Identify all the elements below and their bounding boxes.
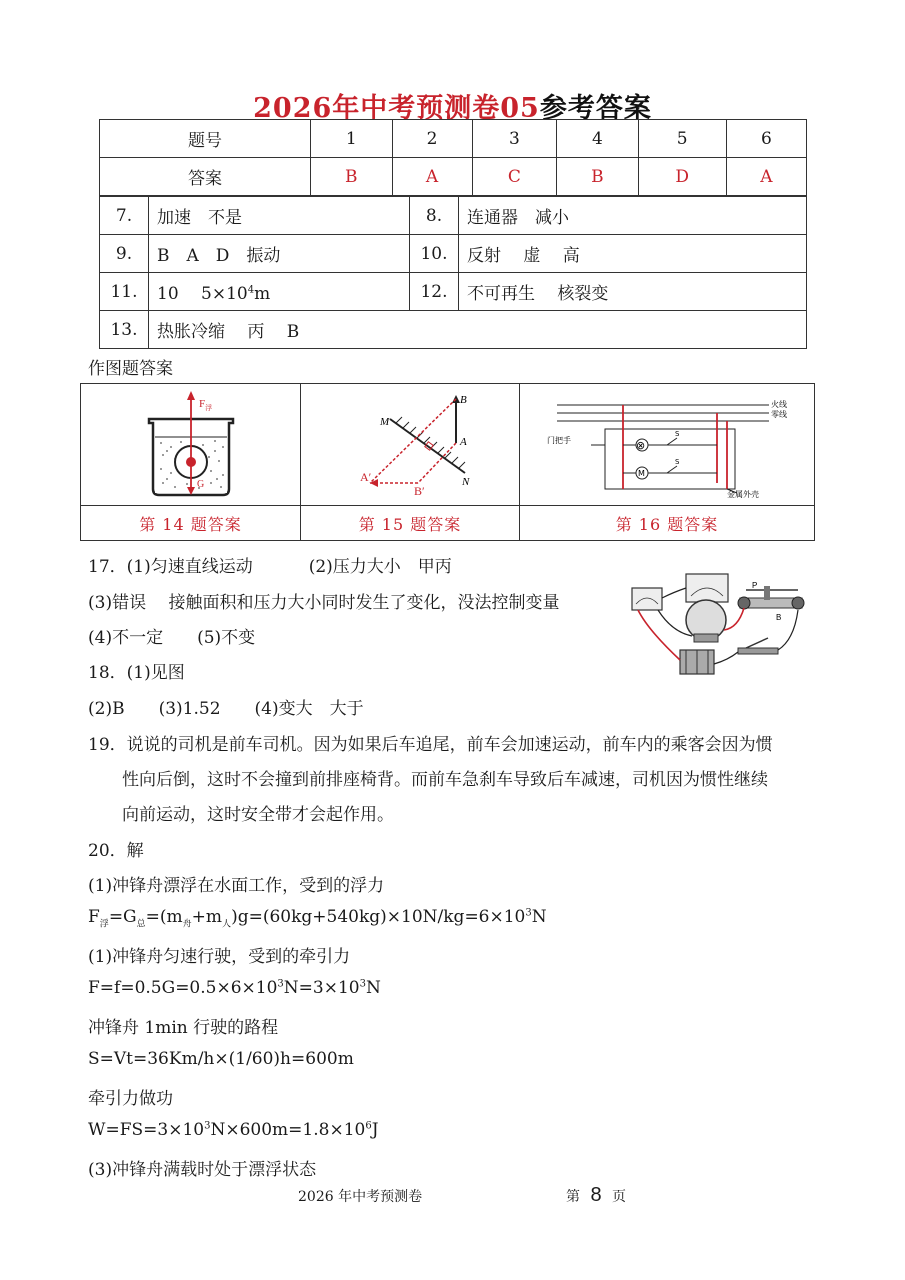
formula-part: N <box>365 978 381 998</box>
q19-line1: 19．说说的司机是前车司机。因为如果后车追尾，前车会加速运动，前车内的乘客会因为惯 <box>88 735 773 755</box>
q18-line2: (2)B (3)1.52 (4)变大 大于 <box>88 699 364 719</box>
question-number: 13. <box>100 311 149 349</box>
experiment-circuit-illustration <box>628 570 808 680</box>
label-n: N <box>462 476 470 488</box>
answer-cell: A <box>726 158 806 196</box>
title-main: 2026年中考预测卷05 <box>253 93 540 124</box>
formula-part: W=FS=3×10 <box>88 1120 205 1140</box>
page-num: 8 <box>590 1184 602 1206</box>
table-row <box>100 273 807 311</box>
q20-formula2 <box>88 978 381 998</box>
choice-answer-table <box>99 119 807 196</box>
formula-part: +m <box>191 907 223 927</box>
formula-part: )g=(60kg+540kg)×10N/kg=6×10 <box>231 907 526 927</box>
lamp-icon: ⊗ <box>636 439 646 452</box>
q20-part1: (1)冲锋舟漂浮在水面工作，受到的浮力 <box>88 876 385 896</box>
table-cell: 6 <box>726 120 806 158</box>
gravity-label: G <box>196 479 204 490</box>
question-number: 10. <box>410 235 459 273</box>
table-row <box>100 235 807 273</box>
figure-15 <box>301 384 520 506</box>
motor-icon: M <box>638 469 645 478</box>
footer-title: 2026 年中考预测卷 <box>298 1189 423 1205</box>
formula-part: J <box>371 1120 379 1140</box>
switch-label: S <box>675 458 680 466</box>
label-b: B <box>460 394 467 406</box>
q20-part4: 牵引力做功 <box>88 1089 173 1109</box>
label-a: A <box>460 436 467 448</box>
table-cell: 2 <box>392 120 472 158</box>
page-suffix: 页 <box>612 1189 627 1205</box>
force-symbol: F <box>198 398 205 410</box>
answer-part: 10 5×10 <box>157 284 248 304</box>
mirror-diagram <box>310 385 510 500</box>
answer-cell: C <box>472 158 557 196</box>
metal-shell-label: 金属外壳 <box>727 490 759 499</box>
formula-part: N <box>531 907 547 927</box>
superscript: 3 <box>204 1120 211 1132</box>
question-number: 9. <box>100 235 149 273</box>
question-number: 11. <box>100 273 149 311</box>
force-subscript: 浮 <box>204 404 212 412</box>
table-row <box>81 384 815 506</box>
switch-label: S <box>675 430 680 438</box>
table-cell: 5 <box>638 120 726 158</box>
table-cell: 4 <box>557 120 638 158</box>
answer-cell: D <box>638 158 726 196</box>
fill-answer-table <box>99 196 807 349</box>
question-number: 7. <box>100 197 149 235</box>
table-cell: 题号 <box>100 120 311 158</box>
q20-formula1 <box>88 907 547 929</box>
force-label <box>199 398 212 412</box>
answer-text: 热胀冷缩 丙 B <box>149 311 807 349</box>
formula-part: N=3×10 <box>283 978 360 998</box>
answer-text <box>149 273 410 311</box>
formula-part: F=f=0.5G=0.5×6×10 <box>88 978 278 998</box>
figure-16 <box>520 384 815 506</box>
label-p: P <box>752 581 758 590</box>
figure-14 <box>81 384 301 506</box>
figure-table <box>80 383 815 541</box>
circuit-diagram <box>527 385 807 500</box>
q18-line1: 18．(1)见图 <box>88 663 185 683</box>
title-suffix: 参考答案 <box>539 93 652 124</box>
answer-cell: A <box>392 158 472 196</box>
subscript: 浮 <box>99 919 109 930</box>
q17-line3: (4)不一定 (5)不变 <box>88 628 256 648</box>
formula-part: N×600m=1.8×10 <box>210 1120 366 1140</box>
figure-caption: 第 16 题答案 <box>520 506 815 541</box>
q20-formula4 <box>88 1120 379 1140</box>
table-row <box>100 158 807 196</box>
superscript: 4 <box>247 284 255 296</box>
answer-cell: B <box>311 158 392 196</box>
q17-part1: 17．(1)匀速直线运动 <box>88 557 253 577</box>
answer-cell: B <box>557 158 638 196</box>
q19-line3: 向前运动，这时安全带才会起作用。 <box>122 805 394 825</box>
formula-part: =G <box>108 907 137 927</box>
answer-text: B A D 振动 <box>149 235 410 273</box>
superscript: 3 <box>359 978 366 990</box>
table-row <box>100 311 807 349</box>
q20-part3: 冲锋舟 1min 行驶的路程 <box>88 1018 279 1038</box>
superscript: 6 <box>365 1120 372 1132</box>
formula-part: F <box>88 907 100 927</box>
label-m: M <box>380 416 390 428</box>
neutral-wire-label: 零线 <box>771 410 787 419</box>
question-number: 12. <box>410 273 459 311</box>
q17-line2: (3)错误 接触面积和压力大小同时发生了变化，没法控制变量 <box>88 593 560 613</box>
answer-text: 加速 不是 <box>149 197 410 235</box>
q20-part5: (3)冲锋舟满载时处于漂浮状态 <box>88 1160 317 1180</box>
q20-part2: (1)冲锋舟匀速行驶，受到的牵引力 <box>88 947 351 967</box>
label-b: B <box>776 613 782 622</box>
answer-text: 连通器 减小 <box>459 197 807 235</box>
table-row <box>100 197 807 235</box>
buoyancy-diagram <box>91 385 291 500</box>
door-handle-label: 门把手 <box>547 436 571 445</box>
q19-line2: 性向后倒，这时不会撞到前排座椅背。而前车急刹车导致后车减速，司机因为惯性继续 <box>122 770 768 790</box>
q17-line1 <box>88 552 452 577</box>
q17-part2: (2)压力大小 甲丙 <box>308 557 452 577</box>
answer-text: 不可再生 核裂变 <box>459 273 807 311</box>
answer-text: 反射 虚 高 <box>459 235 807 273</box>
label-a-image: A′ <box>360 470 372 484</box>
formula-part: =(m <box>145 907 183 927</box>
question-number: 8. <box>410 197 459 235</box>
subscript: 总 <box>136 919 146 930</box>
label-b-image: B′ <box>414 484 425 498</box>
figure-caption: 第 14 题答案 <box>81 506 301 541</box>
subscript: 人 <box>222 919 232 930</box>
table-cell: 1 <box>311 120 392 158</box>
answer-part: m <box>254 284 271 304</box>
table-row <box>100 120 807 158</box>
subscript: 舟 <box>182 919 192 930</box>
q20-formula3: S=Vt=36Km/h×(1/60)h=600m <box>88 1049 354 1069</box>
page-number <box>566 1184 626 1207</box>
page-prefix: 第 <box>566 1189 580 1205</box>
table-cell: 3 <box>472 120 557 158</box>
superscript: 3 <box>277 978 284 990</box>
table-cell: 答案 <box>100 158 311 196</box>
superscript: 3 <box>525 907 532 919</box>
figure-caption: 第 15 题答案 <box>301 506 520 541</box>
live-wire-label: 火线 <box>771 400 787 409</box>
drawing-section-heading: 作图题答案 <box>88 359 173 379</box>
q20-heading: 20．解 <box>88 841 144 861</box>
table-row <box>81 506 815 541</box>
